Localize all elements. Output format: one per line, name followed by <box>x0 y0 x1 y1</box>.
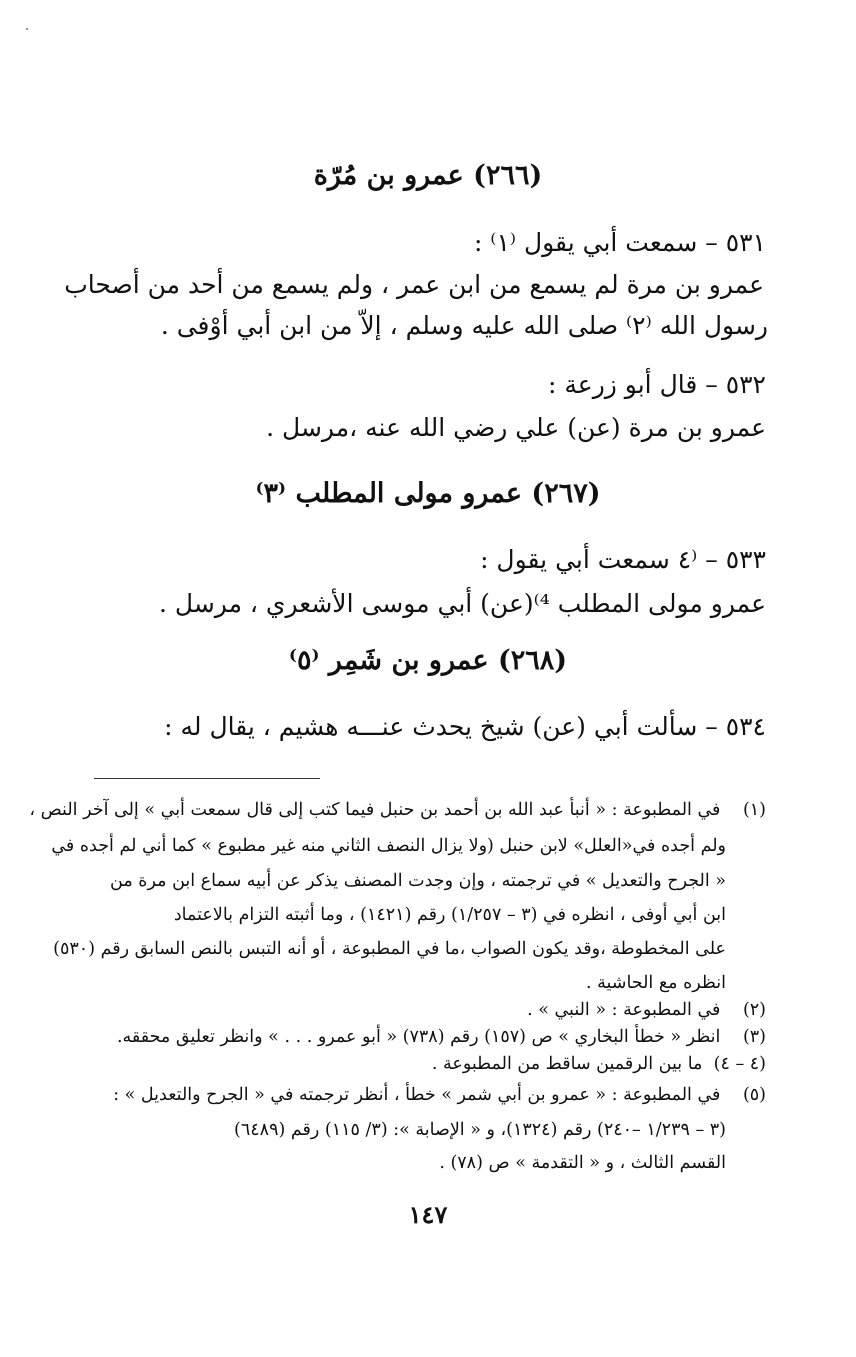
entry-533-head: ٥٣٣ – ⁽٤ سمعت أبي يقول : <box>480 545 766 574</box>
page-number: ١٤٧ <box>408 1200 448 1229</box>
entry-531-line-1: عمرو بن مرة لم يسمع من ابن عمر ، ولم يسمع من أحد من أصحاب <box>64 270 764 299</box>
heading-268: (٢٦٨) عمرو بن شَمِر ⁽٥⁾ <box>288 645 568 676</box>
heading-267: (٢٦٧) عمرو مولى المطلب ⁽٣⁾ <box>255 478 601 509</box>
footnote-5-line-1 <box>100 1085 766 1105</box>
footnote-5-text-1: في المطبوعة : « عمرو بن أبي شمر » خطأ ، أنظر ترجمته في « الجرح والتعديل » : <box>113 1085 721 1105</box>
footnote-4-number: (٤ – ٤) <box>713 1054 766 1074</box>
footnote-5-line-3: القسم الثالث ، و « التقدمة » ص (٧٨) . <box>439 1153 726 1173</box>
footnote-2 <box>100 1000 766 1020</box>
footnote-5-line-2: (٣ – ١/٢٣٩ –٢٤٠) رقم (١٣٢٤)، و « الإصابة »: (٣/ ١١٥) رقم (٦٤٨٩) <box>234 1120 726 1140</box>
footnote-separator <box>94 778 320 779</box>
footnote-1-line-2: ولم أجده في«العلل» لابن حنبل (ولا يزال النصف الثاني منه غير مطبوع » كما أني لم أجده في <box>51 836 726 856</box>
entry-533-line-1: عمرو مولى المطلب ⁴⁾(عن) أبي موسى الأشعري ، مرسل . <box>159 589 766 618</box>
heading-266: (٢٦٦) عمرو بن مُرّة <box>313 160 543 191</box>
footnote-4 <box>100 1054 766 1074</box>
footnote-3-number: (٣) <box>742 1027 766 1047</box>
footnote-1-line-3: « الجرح والتعديل » في ترجمته ، وإن وجدت المصنف يذكر عن أبيه سماع ابن مرة من <box>110 871 726 891</box>
footnote-1-number: (١) <box>742 800 766 820</box>
footnote-1-line-1 <box>29 800 766 820</box>
footnote-1-line-5: على المخطوطة ،وقد يكون الصواب ،ما في المطبوعة ، أو أنه التبس بالنص السابق رقم (٥٣٠) <box>53 939 726 959</box>
footnote-2-text: في المطبوعة : « النبي » . <box>527 1000 721 1020</box>
footnote-1-line-4: ابن أبي أوفى ، انظره في (٣ – ١/٢٥٧) رقم (١٤٢١) ، وما أثبته التزام بالاعتماد <box>173 905 726 925</box>
entry-534-head: ٥٣٤ – سألت أبي (عن) شيخ يحدث عنـــه هشيم ، يقال له : <box>164 712 766 741</box>
entry-532-head: ٥٣٢ – قال أبو زرعة : <box>548 370 766 399</box>
footnote-1-text-1: في المطبوعة : « أنبأ عبد الله بن أحمد بن حنبل فيما كتب إلى قال سمعت أبي » إلى آخر النص ، <box>29 800 721 820</box>
footnote-4-text: ما بين الرقمين ساقط من المطبوعة . <box>431 1054 703 1074</box>
entry-531-head: ٥٣١ – سمعت أبي يقول ⁽١⁾ : <box>473 228 766 257</box>
footnote-1-line-6: انظره مع الحاشية . <box>586 973 726 993</box>
entry-531-line-2: رسول الله ⁽٢⁾ صلى الله عليه وسلم ، إلاّ من ابن أبي أوْفى . <box>160 311 768 340</box>
scan-speck <box>26 28 28 30</box>
footnote-5-number: (٥) <box>742 1085 766 1105</box>
footnote-3 <box>100 1027 766 1047</box>
footnote-3-text: انظر « خطأ البخاري » ص (١٥٧) رقم (٧٣٨) « أبو عمرو . . . » وانظر تعليق محققه. <box>116 1027 721 1047</box>
entry-532-line-1: عمرو بن مرة (عن) علي رضي الله عنه ،مرسل . <box>266 413 766 442</box>
footnote-2-number: (٢) <box>742 1000 766 1020</box>
